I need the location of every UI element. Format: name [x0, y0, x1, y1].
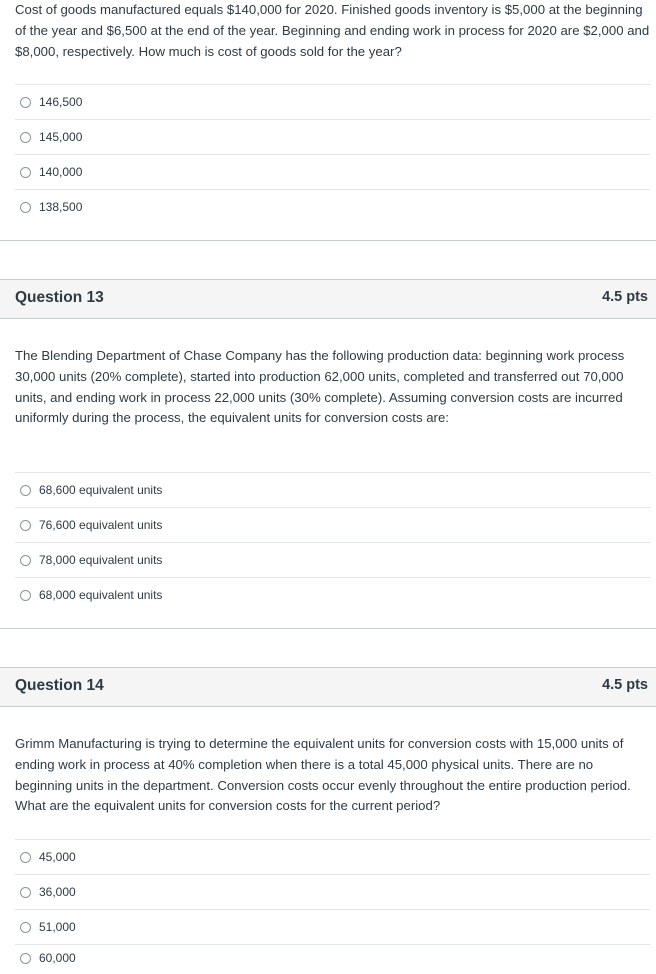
section-divider [0, 240, 656, 241]
question-14-text: Grimm Manufacturing is trying to determine the equivalent units for conversion costs with 15,000 units of ending work in process at 40% completion when there is a total 45,000 physical units. There are no beginning units in the department. Conversion costs occur evenly throughout the entire production period. What are the equivalent units for conversion costs for the current period? [15, 736, 631, 814]
answer-option[interactable] [15, 119, 650, 154]
answer-label: 36,000 [39, 885, 76, 899]
question-13-text: The Blending Department of Chase Company has the following production data: beginning work process 30,000 units (20% complete), started into production 62,000 units, completed and transferred out 70,000 units, and ending work in process 22,000 units (30% complete). Assuming conversion costs are incurred uniformly during the process, the equivalent units for conversion costs are: [15, 348, 625, 426]
answer-label: 145,000 [39, 130, 83, 144]
question-12-answers [15, 84, 650, 224]
answer-label: 78,000 equivalent units [39, 553, 163, 567]
answer-label: 68,600 equivalent units [39, 483, 163, 497]
answer-option[interactable] [15, 507, 650, 542]
radio-button[interactable] [20, 555, 31, 566]
radio-button[interactable] [20, 887, 31, 898]
question-13-header [0, 279, 656, 319]
radio-button[interactable] [20, 202, 31, 213]
answer-option[interactable] [15, 839, 650, 874]
radio-button[interactable] [20, 520, 31, 531]
radio-button[interactable] [20, 167, 31, 178]
answer-option[interactable] [15, 944, 650, 971]
answer-option[interactable] [15, 542, 650, 577]
question-13-answers [15, 472, 650, 612]
radio-button[interactable] [20, 97, 31, 108]
answer-option[interactable] [15, 84, 650, 119]
answer-label: 140,000 [39, 165, 83, 179]
radio-button[interactable] [20, 922, 31, 933]
radio-button[interactable] [20, 485, 31, 496]
question-title: Question 14 [15, 677, 104, 694]
question-14-header [0, 667, 656, 707]
radio-button[interactable] [20, 590, 31, 601]
radio-button[interactable] [20, 953, 31, 964]
answer-label: 146,500 [39, 95, 83, 109]
answer-label: 60,000 [39, 951, 76, 965]
section-divider [0, 628, 656, 629]
answer-option[interactable] [15, 909, 650, 944]
radio-button[interactable] [20, 852, 31, 863]
question-title: Question 13 [15, 289, 104, 306]
question-12-text: Cost of goods manufactured equals $140,000 for 2020. Finished goods inventory is $5,000 at the beginning of the year and $6,500 at the end of the year. Beginning and ending work in process for 2020 are $2,000 and $8,000, respectively. How much is cost of goods sold for the year? [15, 2, 650, 59]
answer-label: 51,000 [39, 920, 76, 934]
answer-label: 45,000 [39, 850, 76, 864]
answer-label: 138,500 [39, 200, 83, 214]
radio-button[interactable] [20, 132, 31, 143]
answer-label: 68,000 equivalent units [39, 588, 163, 602]
question-points: 4.5 pts [602, 289, 648, 305]
question-points: 4.5 pts [602, 677, 648, 693]
answer-option[interactable] [15, 874, 650, 909]
answer-option[interactable] [15, 577, 650, 612]
answer-label: 76,600 equivalent units [39, 518, 163, 532]
answer-option[interactable] [15, 154, 650, 189]
question-14-answers [15, 839, 650, 971]
answer-option[interactable] [15, 189, 650, 224]
answer-option[interactable] [15, 472, 650, 507]
